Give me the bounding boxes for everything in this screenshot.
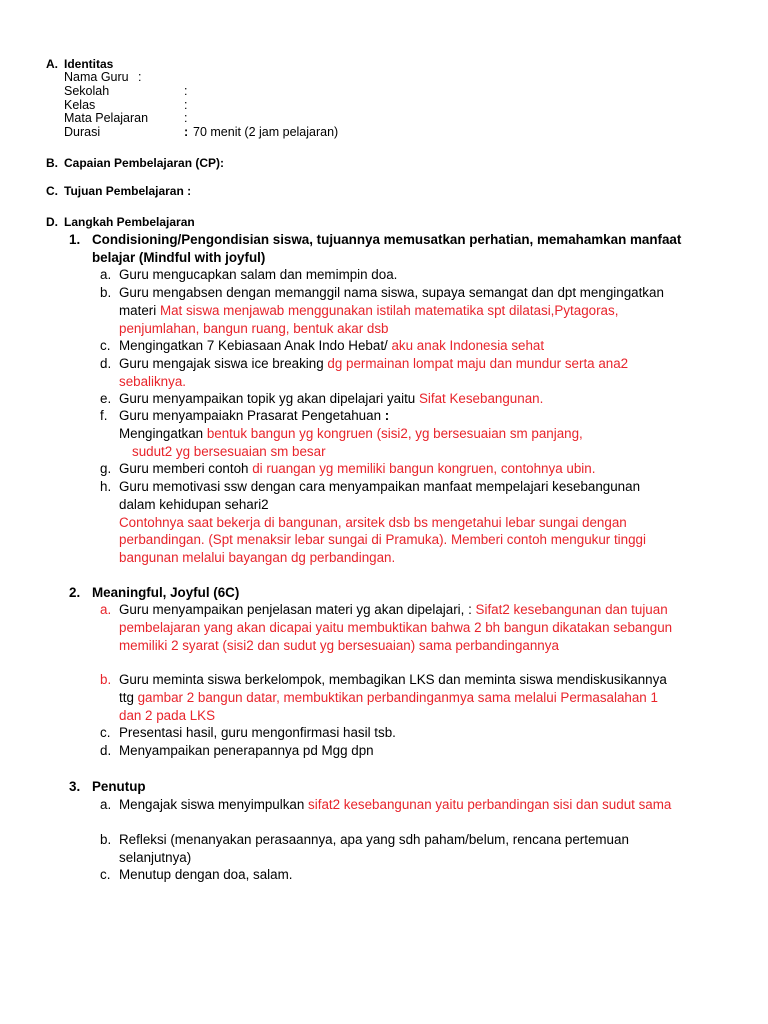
item-body	[119, 671, 675, 724]
item-highlight: Sifat2 kesebangunan dan tujuan pembelajaran yang akan dicapai yaitu membuktikan bahwa 2 bh bangun dikatakan sebangun memiliki 2 syarat (sisi2 dan sudut yg bersesuaian) sama perbandingannya	[119, 602, 673, 653]
item-letter: b.	[100, 285, 112, 300]
step-3-number: 3.	[69, 779, 81, 794]
item-letter: a.	[100, 602, 112, 617]
item-text: Refleksi (menanyakan perasaannya, apa yang sdh paham/belum, rencana pertemuan selanjutnya)	[119, 832, 629, 865]
item-body	[119, 390, 675, 408]
section-c-title: Tujuan Pembelajaran :	[64, 184, 192, 198]
item-text: Guru mengucapkan salam dan memimpin doa.	[119, 267, 398, 282]
item-highlight: sifat2 kesebangunan yaitu perbandingan sisi dan sudut sama	[308, 797, 672, 812]
item-letter: a.	[100, 797, 112, 812]
item-letter: d.	[100, 743, 112, 758]
step-2-title: Meaningful, Joyful (6C)	[92, 585, 240, 600]
item-text-2: Mengingatkan	[119, 425, 207, 441]
durasi-colon: :	[184, 125, 189, 140]
mapel-label: Mata Pelajaran	[64, 111, 149, 126]
item-letter: a.	[100, 267, 112, 282]
item-letter: e.	[100, 391, 112, 406]
item-letter: b.	[100, 832, 112, 847]
step-1-item-g	[100, 460, 675, 478]
step-3-title: Penutup	[92, 779, 146, 794]
step-3-heading	[69, 778, 689, 796]
step-1-item-f	[100, 407, 675, 460]
section-c-letter: C.	[46, 184, 58, 198]
item-letter: c.	[100, 338, 111, 353]
item-highlight: di ruangan yg memiliki bangun kongruen, contohnya ubin.	[252, 461, 596, 476]
item-text: Guru meminta siswa berkelompok, membagikan LKS dan meminta siswa mendiskusikannya ttg	[119, 672, 667, 705]
item-text: Guru memotivasi ssw dengan cara menyampaikan manfaat mempelajari kesebangunan dalam kehidupan sehari2	[119, 479, 641, 512]
step-3-item-b	[100, 831, 675, 867]
item-body	[119, 284, 675, 337]
step-1-item-b	[100, 284, 675, 337]
item-letter: h.	[100, 479, 112, 494]
section-b-letter: B.	[46, 156, 58, 170]
section-d-heading	[46, 214, 195, 230]
step-2-item-b	[100, 671, 675, 724]
step-2-number: 2.	[69, 585, 81, 600]
item-body	[119, 601, 675, 654]
step-2-item-c	[100, 724, 675, 742]
section-d-title: Langkah Pembelajaran	[64, 215, 195, 229]
item-highlight: gambar 2 bangun datar, membuktikan perbandinganmya sama melalui Permasalahan 1 dan 2 pada LKS	[119, 689, 658, 723]
item-body	[119, 355, 675, 391]
step-1-item-a	[100, 266, 675, 284]
step-1-number: 1.	[69, 232, 81, 247]
step-1-item-h	[100, 478, 675, 567]
item-text: Guru mengajak siswa ice breaking	[119, 356, 328, 371]
item-text: Guru menyampaikan penjelasan materi yg akan dipelajari, :	[119, 602, 476, 617]
step-1-item-c	[100, 337, 675, 355]
item-letter: g.	[100, 461, 112, 476]
item-body	[119, 337, 675, 355]
item-letter: c.	[100, 725, 111, 740]
item-text: Mengajak siswa menyimpulkan	[119, 797, 309, 812]
section-a-letter: A.	[46, 57, 58, 71]
guru-colon: :	[138, 70, 142, 84]
item-letter: b.	[100, 672, 112, 687]
sekolah-colon: :	[184, 83, 188, 98]
step-3-item-c	[100, 866, 675, 884]
item-text: Guru mengabsen dengan memanggil nama siswa, supaya semangat dan dpt mengingatkan materi	[119, 285, 664, 318]
mapel-colon: :	[184, 111, 188, 126]
section-b-heading	[46, 155, 224, 171]
kelas-label: Kelas	[64, 97, 96, 112]
item-text: Menutup dengan doa, salam.	[119, 867, 293, 882]
item-text: Guru menyampaiakn Prasarat Pengetahuan	[119, 408, 385, 423]
item-body	[119, 478, 675, 567]
kelas-colon: :	[184, 97, 188, 112]
section-a-title: Identitas	[64, 57, 114, 71]
item-text: Mengingatkan 7 Kebiasaan Anak Indo Hebat/	[119, 338, 392, 353]
step-2-heading	[69, 584, 689, 602]
step-2-item-d	[100, 742, 675, 760]
item-body	[119, 407, 675, 460]
step-3-item-a	[100, 796, 675, 814]
item-body	[119, 796, 675, 814]
durasi-label: Durasi	[64, 125, 101, 140]
item-highlight: Mat siswa menjawab menggunakan istilah matematika spt dilatasi,Pytagoras, penjumlahan, bangun ruang, bentuk akar dsb	[119, 302, 619, 336]
step-1-heading	[69, 231, 689, 267]
item-highlight: Sifat Kesebangunan.	[418, 391, 544, 406]
durasi-value: 70 menit (2 jam pelajaran)	[193, 125, 339, 140]
item-text: Presentasi hasil, guru mengonfirmasi hasil tsb.	[119, 725, 396, 740]
sekolah-label: Sekolah	[64, 83, 110, 98]
item-highlight: Contohnya saat bekerja di bangunan, arsitek dsb bs mengetahui lebar sungai dengan perbandingan. (Spt menaksir lebar sungai di Pramuka). Memberi contoh mengukur tinggi bangunan melalui bayangan dg perbandingan.	[119, 514, 646, 566]
item-highlight-2: sudut2 yg bersesuaian sm besar	[132, 443, 326, 459]
section-c-heading	[46, 183, 191, 199]
item-letter: d.	[100, 356, 112, 371]
item-colon: :	[384, 408, 390, 423]
item-highlight: bentuk bangun yg kongruen (sisi2, yg bersesuaian sm panjang,	[206, 425, 583, 441]
item-letter: c.	[100, 867, 111, 882]
section-d-letter: D.	[46, 215, 58, 229]
item-text: Guru menyampaikan topik yg akan dipelajari yaitu	[119, 391, 419, 406]
step-2-item-a	[100, 601, 675, 654]
item-text: Guru memberi contoh	[119, 461, 253, 476]
step-1-item-d	[100, 355, 675, 391]
step-1-title: Condisioning/Pengondisian siswa, tujuannya memusatkan perhatian, memahamkan manfaat belajar (Mindful with joyful)	[92, 232, 682, 265]
guru-label: Nama Guru	[64, 70, 129, 84]
item-highlight: aku anak Indonesia sehat	[391, 338, 545, 353]
section-b-title: Capaian Pembelajaran (CP):	[64, 156, 225, 170]
item-letter: f.	[100, 408, 108, 423]
item-body	[119, 460, 675, 478]
item-text: Menyampaikan penerapannya pd Mgg dpn	[119, 743, 374, 758]
step-1-item-e	[100, 390, 675, 408]
item-highlight: dg permainan lompat maju dan mundur serta ana2 sebaliknya.	[119, 356, 629, 389]
